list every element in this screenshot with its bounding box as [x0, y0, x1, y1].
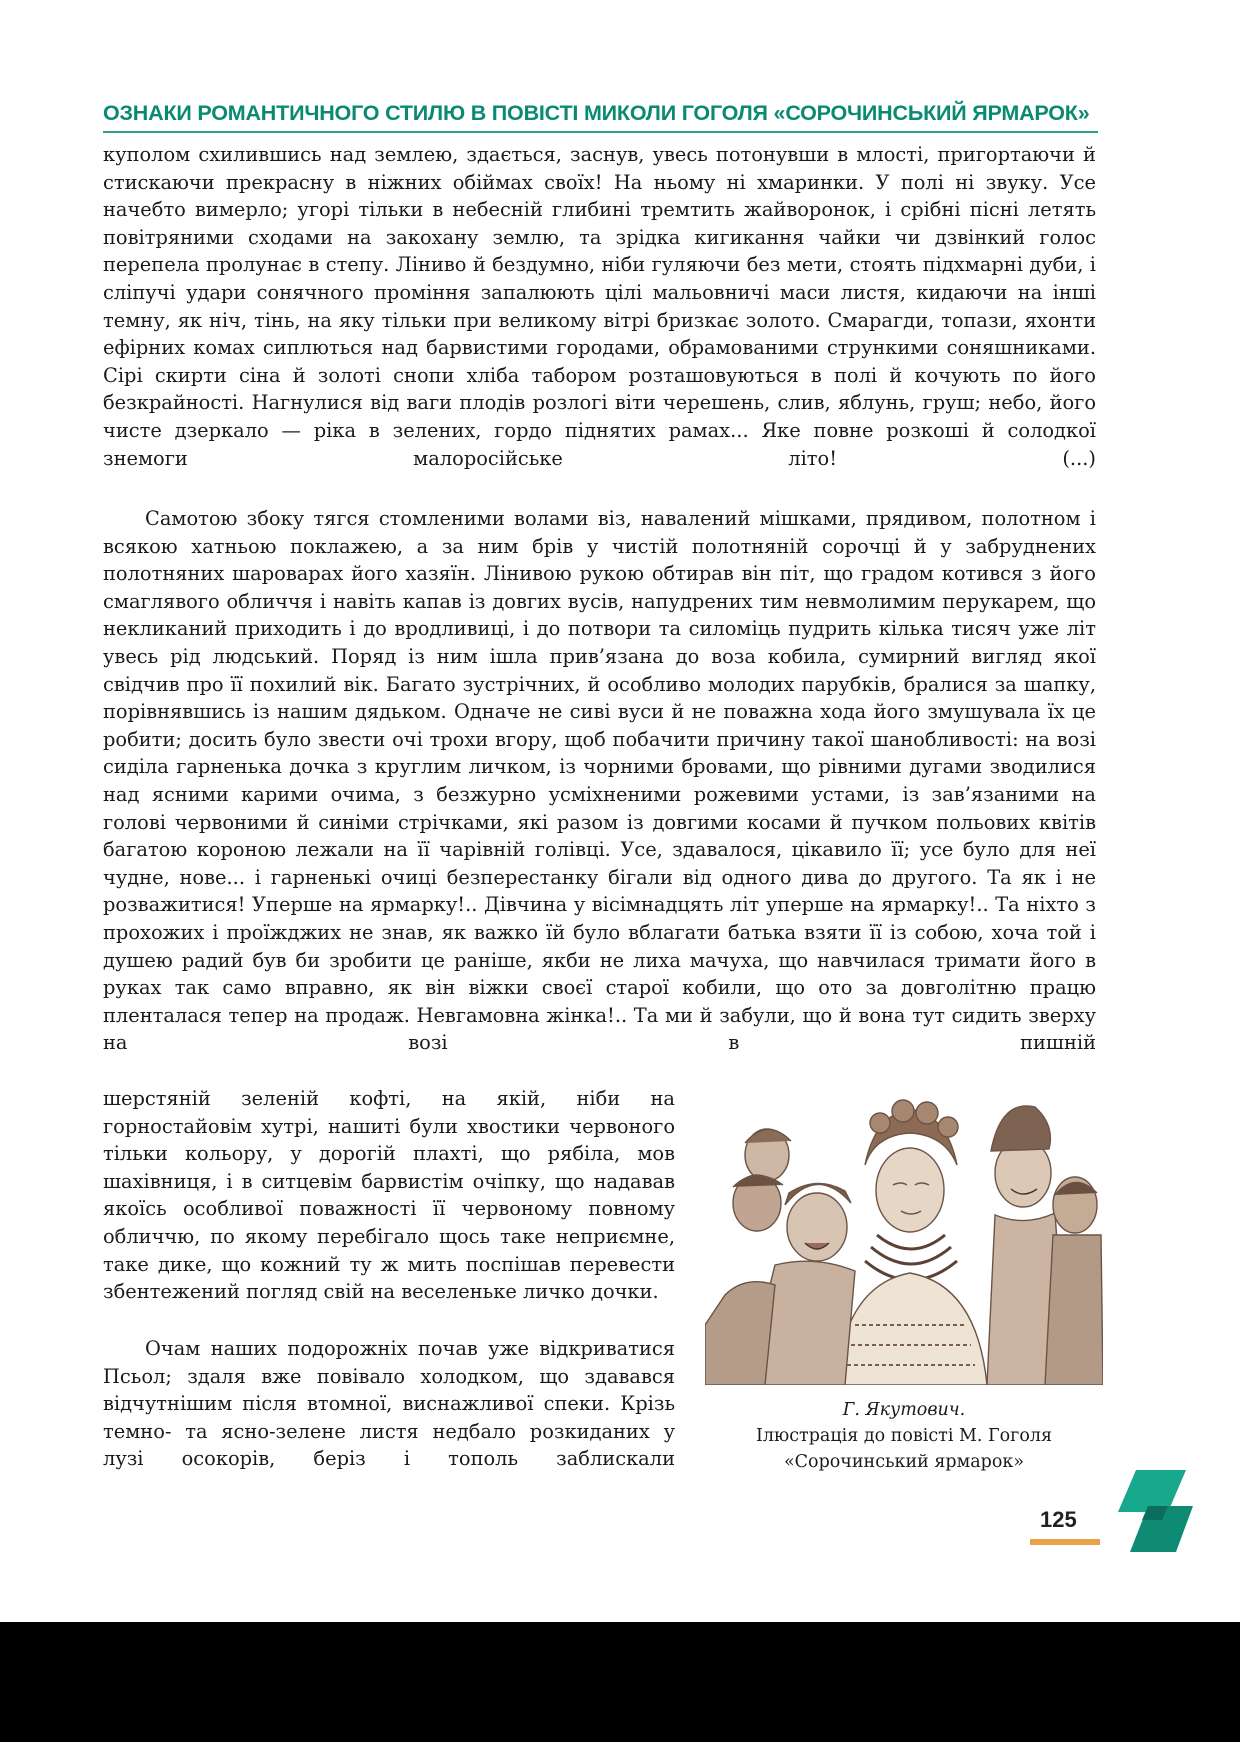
- page-number-underline: [1030, 1539, 1100, 1545]
- caption-author: Г. Якутович.: [842, 1400, 966, 1420]
- section-header: ОЗНАКИ РОМАНТИЧНОГО СТИЛЮ В ПОВІСТІ МИКОЛИ ГОГОЛЯ «СОРОЧИНСЬКИЙ ЯРМАРОК»: [103, 101, 1090, 125]
- caption-line-2: «Сорочинський ярмарок»: [783, 1452, 1025, 1472]
- paragraph-cart-description: Самотою збоку тягся стомленими волами віз, навалений мішками, прядивом, полотном і всякою хатньою поклажею, а за ним брів у чистій полотняній сорочці й у забруднених полотняних шароварах його хазяїн. Лінивою рукою обтирав він піт, що градом котився з його смаглявого обличчя і навіть капав із довгих вусів, напудрених тим невмолимим перукарем, що некликаний приходить і до вродливиці, і до потвори та силоміць пудрить кілька тисяч уже літ увесь рід людський. Поряд із ним ішла прив’язана до воза кобила, сумирний вигляд якої свідчив про її похилий вік. Багато зустрічних, й особливо молодих парубків, бралися за шапку, порівнявшись із нашим дядьком. Одначе не сиві вуси й не поважна хода його змушувала їх це робити; досить було звести очі трохи вгору, щоб побачити причину такої шанобливості: на возі сиділа гарненька дочка з круглим личком, із чорними бровами, що рівними дугами зводилися над ясними карими очима, з безжурно усміхненими рожевими устами, із зав’язаними на голові червоними й синіми стрічками, які разом із довгими косами й пучком польових квітів багатою короною лежали на її чарівній голівці. Усе, здавалося, цікавило її; усе було для неї чудне, нове... і гарненькі очиці безперестанку бігали від одного дива до другого. Та як і не розважитися! Уперше на ярмарку!.. Дівчина у вісімнадцять літ уперше на ярмарку!.. Та ніхто з прохожих і проїжджих не знав, як важко їй було вблагати батька взяти її із собою, хоча той і душею радий був би зробити це раніше, якби не лиха мачуха, що навчилася тримати його в руках так само вправно, як він віжки своєї старої кобили, що ото за довголітню працю пленталася тепер на продаж. Невгамовна жінка!.. Та ми й забули, що й вона тут сидить зверху на возі в пишній: [103, 507, 1096, 1055]
- paragraph-psol-river: Очам наших подорожніх почав уже відкриватися Псьол; здаля вже повівало холодком, що здавався відчутнішим після втомної, виснажливої спеки. Крізь темно- та ясно-зелене листя недбало розкиданих у лузі осокорів, беріз і тополь заблискали: [103, 1337, 675, 1471]
- paragraph-summer-description: куполом схилившись над землею, здається, заснув, увесь потонувши в млості, пригортаючи й стискаючи прекрасну в ніжних обіймах своїх! На ньому ні хмаринки. У полі ні звуку. Усе начебто вимерло; угорі тільки в небесній глибині тремтить жайворонок, і срібні пісні летять повітряними сходами на закохану землю, та зрідка кигикання чайки чи дзвінкий голос перепела пролунає в степу. Ліниво й бездумно, ніби гуляючи без мети, стоять підхмарні дуби, і сліпучі удари сонячного проміння запалюють цілі мальовничі маси листя, кидаючи на інші темну, як ніч, тінь, на яку тільки при великому вітрі бризкає золото. Смарагди, топази, яхонти ефірних комах сиплються над барвистими городами, обрамованими стрункими соняшниками. Сірі скирти сіна й золоті снопи хліба табором розташовуються в полі й кочують по його безкрайності. Нагнулися від ваги плодів розлогі віти черешень, слив, яблунь, груш; небо, його чисте дзеркало — ріка в зелених, гордо піднятих рамах... Яке повне розкоші й солодкої знемоги малоросійське літо! (...): [103, 143, 1096, 470]
- illustration-fair-characters: [705, 1095, 1103, 1385]
- corner-decoration-icon: [1118, 1470, 1193, 1552]
- caption-line-1: Ілюстрація до повісті М. Гоголя: [755, 1426, 1053, 1446]
- illustration-caption: [710, 1397, 1098, 1475]
- page-number: 125: [1040, 1507, 1077, 1532]
- paragraph-stepmother-description: шерстяній зеленій кофті, на якій, ніби на горностайовім хутрі, нашиті були хвостики червоного тільки кольору, у дорогій плахті, що рябіла, мов шахівниця, і в ситцевім барвистім очіпку, що надавав якоїсь особливої поважності її червоному повному обличчю, по якому перебігало щось таке неприємне, таке дике, що кожний ту ж мить поспішав перевести збентежений погляд свій на веселеньке личко дочки.: [103, 1087, 675, 1304]
- header-divider: [103, 131, 1098, 133]
